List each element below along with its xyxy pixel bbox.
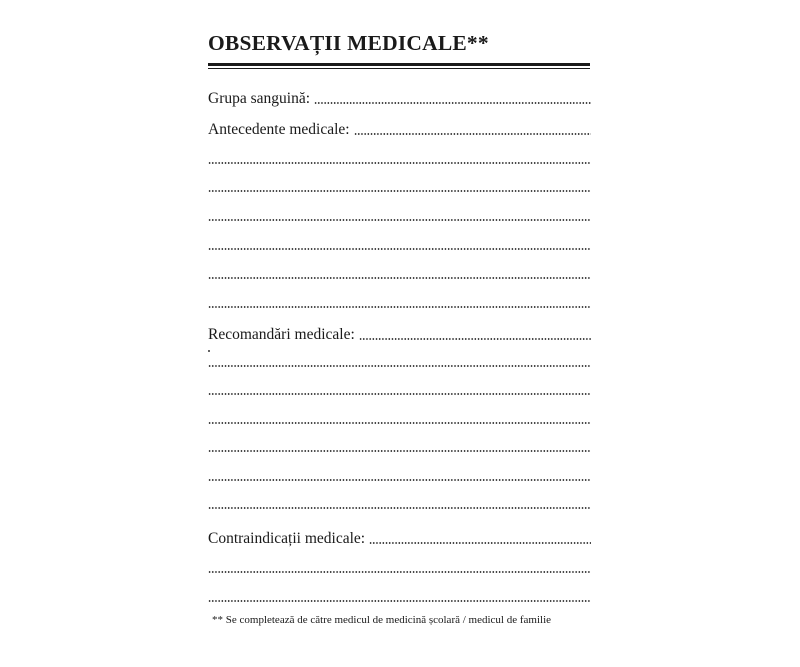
contraindications-blank-line[interactable]: [208, 555, 591, 577]
recommendations-blank-line[interactable]: [208, 434, 591, 456]
fill-dots: [208, 478, 591, 482]
medical-history-blank-line[interactable]: [208, 232, 591, 254]
recommendations-blank-line[interactable]: [208, 349, 591, 371]
fill-dots: [208, 449, 591, 453]
fill-dots: [208, 599, 591, 603]
title-thin-rule: [208, 68, 590, 69]
fill-dots: [208, 421, 591, 425]
recommendations-blank-line[interactable]: [208, 463, 591, 485]
fill-dots: [208, 364, 591, 368]
fill-dots: [208, 276, 591, 280]
medical-history-label: Antecedente medicale:: [208, 121, 350, 138]
fill-dots: [208, 247, 591, 251]
blood-group-label: Grupa sanguină:: [208, 90, 311, 107]
title-thick-rule: [208, 63, 590, 66]
recommendations-blank-line[interactable]: [208, 406, 591, 428]
contraindications-label: Contraindicații medicale:: [208, 530, 366, 547]
fill-dots: [208, 506, 591, 510]
fill-dots: [208, 305, 591, 309]
recommendations-label: Recomandări medicale:: [208, 326, 355, 343]
form-title: OBSERVAȚII MEDICALE**: [208, 31, 489, 55]
medical-history-blank-line[interactable]: [208, 146, 591, 168]
blood-group-line[interactable]: [208, 86, 591, 108]
contraindications-blank-line[interactable]: [208, 584, 591, 606]
recommendations-blank-line[interactable]: [208, 377, 591, 399]
recommendations-blank-line[interactable]: [208, 491, 591, 513]
medical-history-line[interactable]: [208, 117, 591, 139]
fill-dots: [359, 337, 591, 341]
fill-dots: [208, 570, 591, 574]
fill-dots: [208, 189, 591, 193]
footnote: ** Se completează de către medicul de medicină școlară / medicul de familie: [212, 614, 552, 626]
fill-dots: [314, 101, 591, 105]
medical-history-blank-line[interactable]: [208, 290, 591, 312]
medical-history-blank-line[interactable]: [208, 203, 591, 225]
fill-dots: [208, 218, 591, 222]
recommendations-line[interactable]: [208, 322, 591, 344]
fill-dots: [369, 541, 591, 545]
medical-history-blank-line[interactable]: [208, 174, 591, 196]
medical-history-blank-line[interactable]: [208, 261, 591, 283]
fill-dots: [208, 392, 591, 396]
fill-dots: [354, 132, 591, 136]
contraindications-line[interactable]: [208, 526, 591, 548]
fill-dots: [208, 161, 591, 165]
